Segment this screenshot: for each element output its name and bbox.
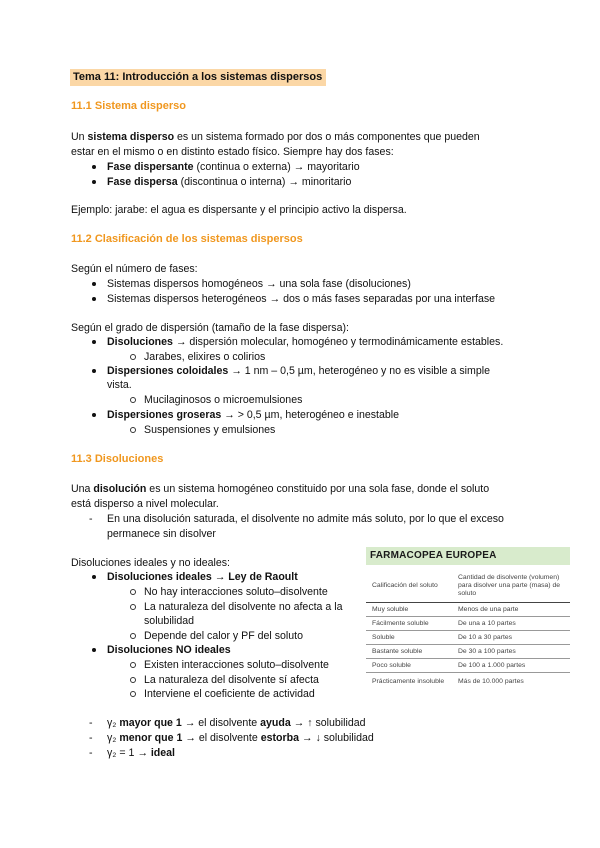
section-heading-11-2: 11.2 Clasificación de los sistemas dispersos: [71, 233, 303, 245]
list-item: Disoluciones → dispersión molecular, homogéneo y termodinámicamente estables.: [107, 336, 504, 348]
sub-list-item: Depende del calor y PF del soluto: [144, 630, 303, 642]
paragraph-line: estar en el mismo o en distinto estado físico. Siempre hay dos fases:: [71, 146, 394, 158]
gamma-item: - γ₂ = 1 → ideal: [107, 746, 175, 761]
table-cell: Más de 10.000 partes: [458, 678, 524, 685]
gamma-item: - γ₂ menor que 1 → el disolvente estorba → ↓ solubilidad: [107, 731, 374, 746]
table-row: [366, 631, 570, 645]
table-cell: De una a 10 partes: [458, 619, 516, 627]
sub-list-item: Existen interacciones soluto–disolvente: [144, 659, 329, 671]
section-heading-11-3: 11.3 Disoluciones: [71, 453, 164, 465]
table-cell: Prácticamente insoluble: [372, 678, 445, 685]
list-item: Sistemas dispersos heterogéneos → dos o más fases separadas por una interfase: [107, 293, 496, 305]
table-cell: Muy soluble: [372, 605, 409, 613]
solubility-table: [366, 572, 570, 691]
column-header: Calificación del soluto: [372, 582, 438, 589]
list-item: Dispersiones coloidales → 1 nm – 0,5 µm, heterogéneo y no es visible a simple: [107, 365, 490, 377]
list-item: Fase dispersa (discontinua o interna) → minoritario: [107, 176, 352, 188]
sub-list-item: No hay interacciones soluto–disolvente: [144, 586, 328, 598]
list-item: Sistemas dispersos homogéneos → una sola fase (disoluciones): [107, 278, 411, 290]
table-row: [366, 673, 570, 691]
table-row: [366, 659, 570, 673]
dash-item: - En una disolución saturada, el disolvente no admite más soluto, por lo que el exceso: [107, 512, 504, 527]
list-item-continuation: vista.: [107, 379, 132, 391]
gamma-item: - γ₂ mayor que 1 → el disolvente ayuda → ↑ solubilidad: [107, 716, 366, 731]
list-item: Fase dispersante (continua o externa) → mayoritario: [107, 161, 360, 173]
sub-list-item: Interviene el coeficiente de actividad: [144, 688, 315, 700]
table-cell: De 100 a 1.000 partes: [458, 661, 526, 669]
dash-item-continuation: permanece sin disolver: [107, 528, 216, 540]
list-item: Disoluciones NO ideales: [107, 644, 231, 656]
paragraph-line: Según el número de fases:: [71, 263, 198, 275]
paragraph-line: Disoluciones ideales y no ideales:: [71, 557, 230, 569]
paragraph-line: Un sistema disperso es un sistema formado por dos o más componentes que pueden: [71, 131, 480, 143]
list-item: Dispersiones groseras → > 0,5 µm, heterogéneo e inestable: [107, 409, 400, 421]
farmacopea-table-figure: [366, 547, 570, 691]
example-text: Ejemplo: jarabe: el agua es dispersante y el principio activo la dispersa.: [71, 204, 407, 216]
paragraph-line: está disperso a nivel molecular.: [71, 498, 219, 510]
table-cell: Poco soluble: [372, 661, 411, 669]
table-cell: Bastante soluble: [372, 647, 423, 655]
sub-list-item: Mucilaginosos o microemulsiones: [144, 394, 303, 406]
list-item: Disoluciones ideales → Ley de Raoult: [107, 571, 298, 583]
table-cell: Soluble: [372, 633, 395, 641]
paragraph-line: Según el grado de dispersión (tamaño de la fase dispersa):: [71, 322, 349, 334]
table-header-banner: FARMACOPEA EUROPEA: [366, 547, 570, 565]
table-cell: De 10 a 30 partes: [458, 633, 513, 641]
sub-list-item-continuation: solubilidad: [144, 615, 195, 627]
paragraph-line: Una disolución es un sistema homogéneo constituido por una sola fase, donde el soluto: [71, 483, 490, 495]
sub-list-item: La naturaleza del disolvente no afecta a la: [144, 601, 343, 613]
table-row: [366, 603, 570, 617]
table-header-row: [366, 572, 570, 603]
section-heading-11-1: 11.1 Sistema disperso: [71, 100, 186, 112]
sub-list-item: Jarabes, elixires o colirios: [144, 351, 266, 363]
table-cell: Fácilmente soluble: [372, 619, 429, 627]
column-header: Cantidad de disolvente (volumen) para disolver una parte (masa) de soluto: [458, 574, 561, 597]
table-cell: De 30 a 100 partes: [458, 647, 516, 655]
page-title: Tema 11: Introducción a los sistemas dispersos: [70, 69, 326, 86]
table-row: [366, 645, 570, 659]
sub-list-item: La naturaleza del disolvente sí afecta: [144, 674, 319, 686]
sub-list-item: Suspensiones y emulsiones: [144, 424, 276, 436]
table-row: [366, 617, 570, 631]
table-cell: Menos de una parte: [458, 605, 519, 613]
